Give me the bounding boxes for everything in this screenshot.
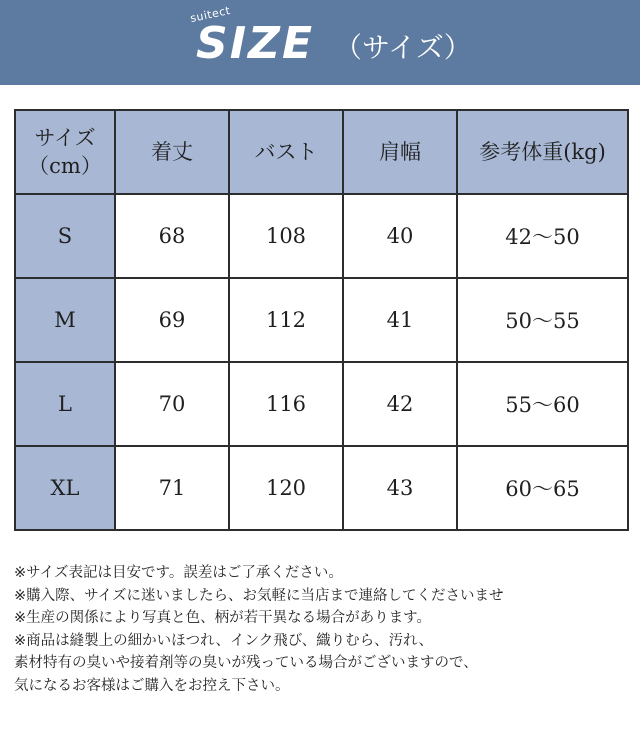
note-line: 素材特有の臭いや接着剤等の臭いが残っている場合がございますので、 [14,655,478,672]
table-row [15,278,628,362]
notes [14,562,630,698]
brand-logo [168,3,488,78]
shoulder-cell: 43 [343,446,457,530]
weight-cell: 60～65 [457,446,628,530]
length-cell: 69 [115,278,229,362]
column-header-shoulder: 肩幅 [343,110,457,194]
table-row [15,446,628,530]
bust-cell: 120 [229,446,343,530]
weight-cell: 42～50 [457,194,628,278]
column-header-weight: 参考体重(kg) [457,110,628,194]
header-banner [0,0,640,85]
note-line: 気になるお客様はご購入をお控え下さい。 [14,677,290,694]
brand-title-japanese: （サイズ） [334,31,472,64]
table-header-row [15,110,628,194]
size-cell: L [15,362,115,446]
bust-cell: 116 [229,362,343,446]
column-header-size [15,110,115,194]
brand-subtitle: suitect [189,3,232,26]
column-header-length: 着丈 [115,110,229,194]
length-cell: 71 [115,446,229,530]
shoulder-cell: 42 [343,362,457,446]
size-cell: S [15,194,115,278]
table-row [15,362,628,446]
shoulder-cell: 41 [343,278,457,362]
weight-cell: 55～60 [457,362,628,446]
weight-cell: 50～55 [457,278,628,362]
bust-cell: 112 [229,278,343,362]
size-cell: M [15,278,115,362]
length-cell: 68 [115,194,229,278]
note-line: ※商品は縫製上の細かいほつれ、インク飛び、織りむら、汚れ、 [14,632,434,649]
bust-cell: 108 [229,194,343,278]
size-table [14,109,629,531]
shoulder-cell: 40 [343,194,457,278]
column-header-bust: バスト [229,110,343,194]
note-line: ※サイズ表記は目安です。誤差はご了承ください。 [14,565,343,581]
note-line: ※購入際、サイズに迷いましたら、お気軽に当店まで連絡してくださいませ [14,587,504,604]
size-cell: XL [15,446,115,530]
brand-title: SIZE [196,18,315,69]
length-cell: 70 [115,362,229,446]
note-line: ※生産の関係により写真と色、柄が若干異なる場合があります。 [14,610,431,627]
column-header-size-label: サイズ （cm） [28,126,102,178]
table-row [15,194,628,278]
